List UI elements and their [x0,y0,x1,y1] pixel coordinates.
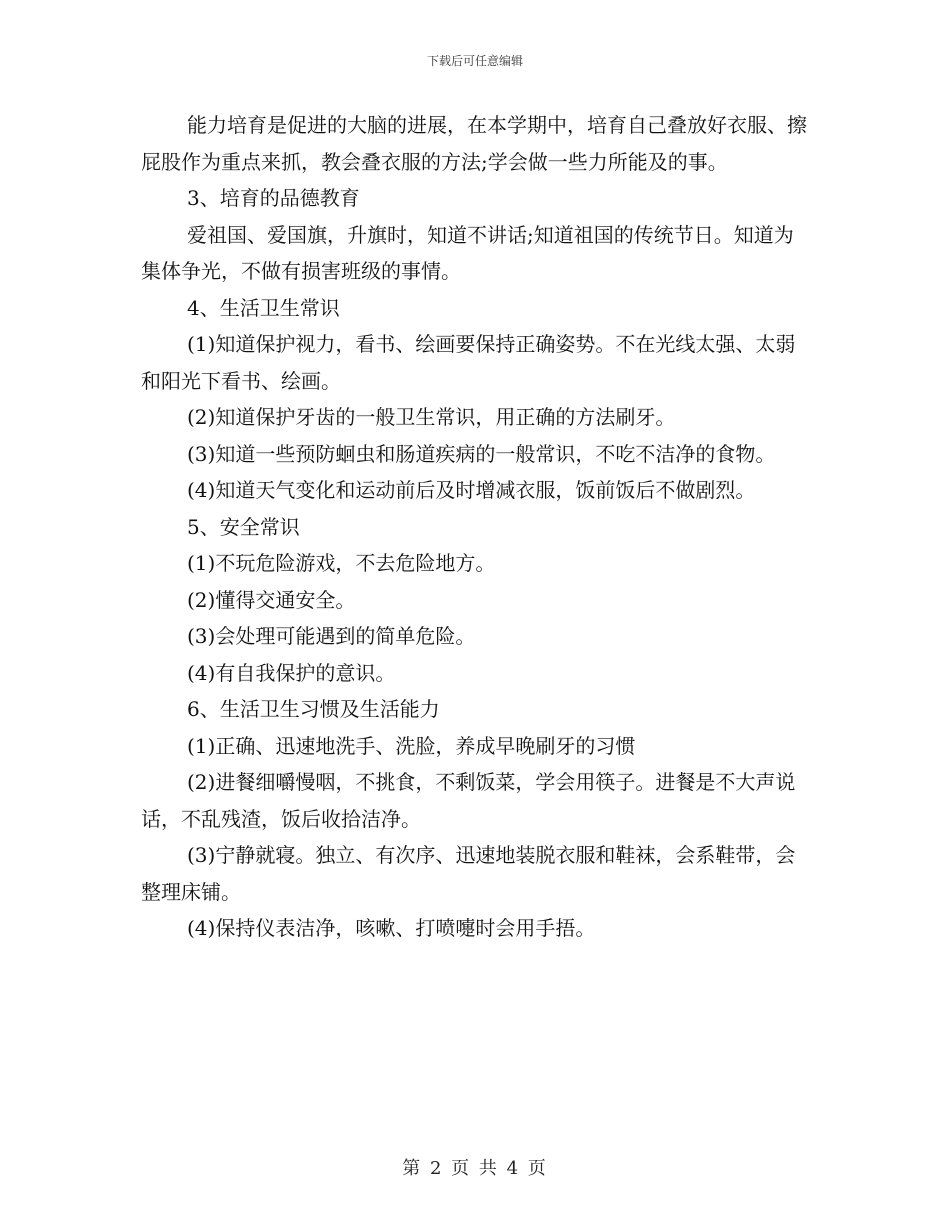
section-heading: 3、培育的品德教育 [187,186,360,210]
section-heading: 6、生活卫生习惯及生活能力 [187,697,440,721]
list-item: (4)有自我保护的意识。 [187,660,396,685]
list-item: (4)保持仪表洁净，咳嗽、打喷嚏时会用手捂。 [187,916,596,940]
page-number-footer: 第 2 页 共 4 页 [402,1158,548,1179]
list-item: (1)不玩危险游戏，不去危险地方。 [187,551,496,575]
list-item: (3)知道一些预防蛔虫和肠道疾病的一般常识，不吃不洁净的食物。 [187,441,776,466]
list-item: (3)宁静就寝。独立、有次序、迅速地装脱衣服和鞋袜，会系鞋带，会整理床铺。 [141,843,796,904]
list-item: (1)正确、迅速地洗手、洗脸，养成早晚刷牙的习惯 [187,733,636,758]
section-heading: 4、生活卫生常识 [187,295,340,320]
list-item: (2)懂得交通安全。 [187,587,356,612]
list-item: (1)知道保护视力，看书、绘画要保持正确姿势。不在光线太强、太弱和阳光下看书、绘画。 [141,332,796,393]
document-body [141,107,809,947]
paragraph: 爱祖国、爱国旗，升旗时，知道不讲话;知道祖国的传统节日。知道为集体争光，不做有损害班级的事情。 [141,222,794,283]
section-heading: 5、安全常识 [187,514,300,539]
list-item: (2)进餐细嚼慢咽，不挑食，不剩饭菜，学会用筷子。进餐是不大声说话，不乱残渣，饭后收拾洁净。 [141,770,796,831]
paragraph: 能力培育是促进的大脑的进展，在本学期中，培育自己叠放好衣服、擦屁股作为重点来抓，教会叠衣服的方法;学会做一些力所能及的事。 [141,113,807,174]
page-header: 下载后可任意编辑 [426,54,523,68]
list-item: (4)知道天气变化和运动前后及时增减衣服，饭前饭后不做剧烈。 [187,478,756,502]
list-item: (2)知道保护牙齿的一般卫生常识，用正确的方法刷牙。 [187,405,676,429]
list-item: (3)会处理可能遇到的简单危险。 [187,624,476,648]
